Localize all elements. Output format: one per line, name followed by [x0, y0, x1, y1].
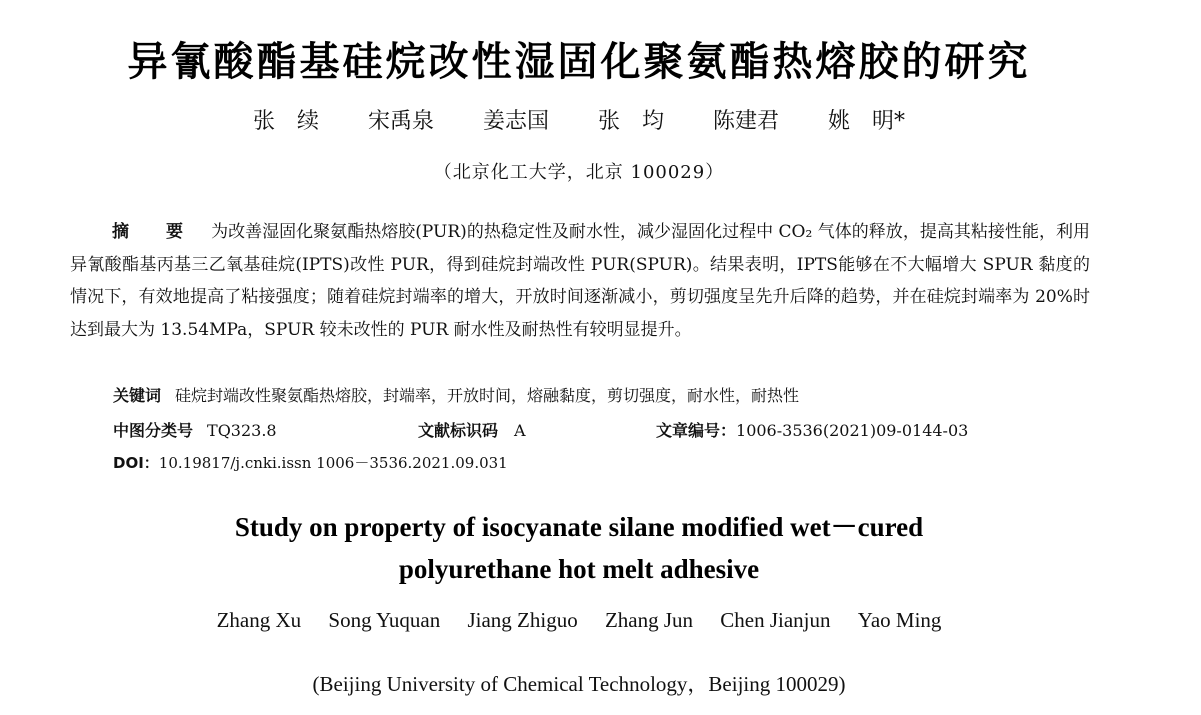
author-en: Zhang Jun: [604, 608, 694, 632]
author-cn: 姚 明*: [828, 109, 906, 134]
document-code: [418, 418, 526, 441]
doi: [113, 452, 508, 473]
abstract: [70, 216, 1090, 346]
affiliation-chinese: （北京化工大学，北京 100029）: [433, 162, 725, 183]
doc-code-label: 文献标识码: [418, 421, 499, 440]
author-cn: 宋禹泉: [367, 109, 434, 134]
title-english-line-1: Study on property of isocyanate silane modified wet－cured: [234, 512, 924, 542]
author-en: Zhang Xu: [216, 608, 302, 632]
doi-value: 10.19817/j.cnki.issn 1006－3536.2021.09.031: [158, 454, 508, 472]
abstract-text: 为改善湿固化聚氨酯热熔胶(PUR)的热稳定性及耐水性，减少湿固化过程中 CO₂ 气体的释放，提高其粘接性能，利用异氰酸酯基丙基三乙氧基硅烷(IPTS)改性 PUR，得到硅烷封端改性 PUR(SPUR)。结果表明，IPTS能够在不大幅增大 SPUR 黏度的情况下，有效地提高了粘接强度；随着硅烷封端率的增大，开放时间逐渐减小，剪切强度呈先升后降的趋势，并在硅烷封端率为 20%时达到最大为 13.54MPa，SPUR 较未改性的 PUR 耐水性及耐热性有较明显提升。: [70, 222, 1090, 340]
doi-label: DOI：: [113, 454, 159, 472]
keywords-text: 硅烷封端改性聚氨酯热熔胶，封端率，开放时间，熔融黏度，剪切强度，耐水性，耐热性: [175, 386, 800, 405]
authors-chinese: [0, 104, 1158, 135]
author-cn: 姜志国: [482, 109, 549, 134]
abstract-label: 摘 要: [112, 222, 194, 242]
clc-value: TQ323.8: [207, 421, 277, 440]
article-number-value: 1006-3536(2021)09-0144-03: [736, 421, 969, 440]
article-number: [656, 418, 968, 441]
author-cn: 张 续: [252, 109, 319, 134]
title-english-line-2: polyurethane hot melt adhesive: [398, 554, 760, 584]
article-number-label: 文章编号：: [656, 421, 737, 440]
clc-number: [113, 418, 277, 441]
clc-label: 中图分类号: [113, 421, 194, 440]
author-en: Jiang Zhiguo: [467, 608, 578, 632]
title-chinese: 异氰酸酯基硅烷改性湿固化聚氨酯热熔胶的研究: [127, 39, 1031, 85]
doc-code-value: A: [514, 421, 526, 440]
affiliation-english: (Beijing University of Chemical Technology，Beijing 100029): [312, 672, 846, 696]
author-cn: 陈建君: [713, 109, 780, 134]
title-english: [0, 506, 1158, 590]
author-en: Yao Ming: [857, 608, 942, 632]
keywords-label: 关键词: [113, 386, 162, 405]
author-en: Chen Jianjun: [720, 608, 831, 632]
author-en: Song Yuquan: [328, 608, 441, 632]
authors-english: [0, 608, 1158, 633]
keywords: [113, 383, 799, 406]
author-cn: 张 均: [598, 109, 665, 134]
